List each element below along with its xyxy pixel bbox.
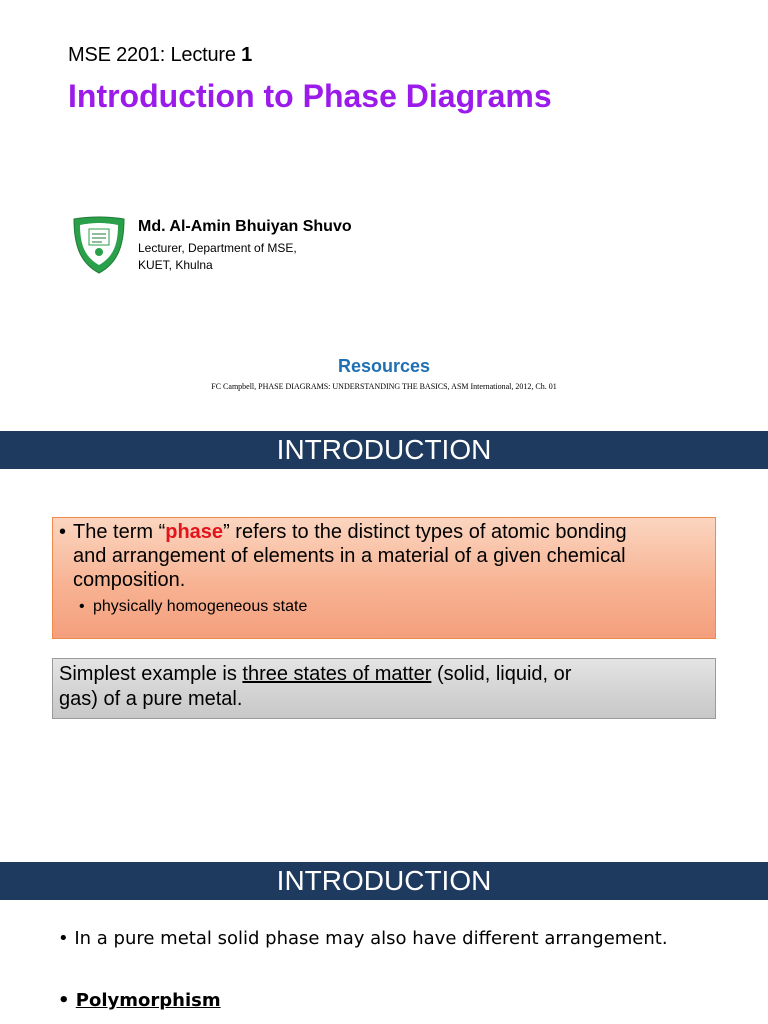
phase-definition-line: [59, 520, 707, 544]
course-code-line: [68, 44, 252, 67]
phase-text-line1: ” refers to the distinct types of atomic bonding: [223, 521, 627, 543]
example-box: [52, 658, 716, 719]
author-institution: KUET, Khulna: [138, 258, 213, 272]
phase-text-line2: and arrangement of elements in a material of a given chemical: [73, 545, 626, 567]
author-position: Lecturer, Department of MSE,: [138, 241, 297, 255]
bullet-icon: •: [59, 521, 67, 543]
section-banner-introduction: INTRODUCTION: [0, 862, 768, 900]
phase-text-line3: composition.: [73, 569, 186, 591]
bullet-icon: •: [79, 598, 85, 615]
example-text-post: (solid, liquid, or: [431, 663, 572, 685]
bullet-icon: •: [58, 990, 70, 1011]
section-banner-introduction: INTRODUCTION: [0, 431, 768, 469]
bullet-polymorphism: [58, 990, 221, 1011]
resources-reference: FC Campbell, PHASE DIAGRAMS: UNDERSTANDING THE BASICS, ASM International, 2012, Ch. 01: [211, 382, 557, 391]
example-text-pre: Simplest example is: [59, 663, 243, 685]
author-name: Md. Al-Amin Bhuiyan Shuvo: [138, 218, 352, 235]
example-underlined-text: three states of matter: [242, 663, 432, 685]
lecture-number: 1: [241, 44, 253, 66]
bullet-pure-metal-text: In a pure metal solid phase may also have different arrangement.: [74, 928, 668, 949]
bullet-icon: •: [58, 928, 69, 949]
phase-sub-bullet: [59, 598, 707, 616]
lecture-title: Introduction to Phase Diagrams: [68, 78, 552, 114]
phase-sub-bullet-text: physically homogeneous state: [93, 598, 308, 615]
course-code: MSE 2201: Lecture: [68, 44, 242, 66]
kuet-university-logo-icon: [72, 215, 126, 275]
bullet-pure-metal: [58, 928, 668, 949]
phase-keyword: phase: [165, 521, 224, 543]
phase-text-pre: The term “: [73, 521, 166, 543]
polymorphism-term: Polymorphism: [75, 990, 221, 1011]
resources-heading: Resources: [337, 356, 431, 376]
phase-definition-box: [52, 517, 716, 639]
example-line2: gas) of a pure metal.: [59, 688, 243, 710]
example-line1: [59, 662, 707, 687]
